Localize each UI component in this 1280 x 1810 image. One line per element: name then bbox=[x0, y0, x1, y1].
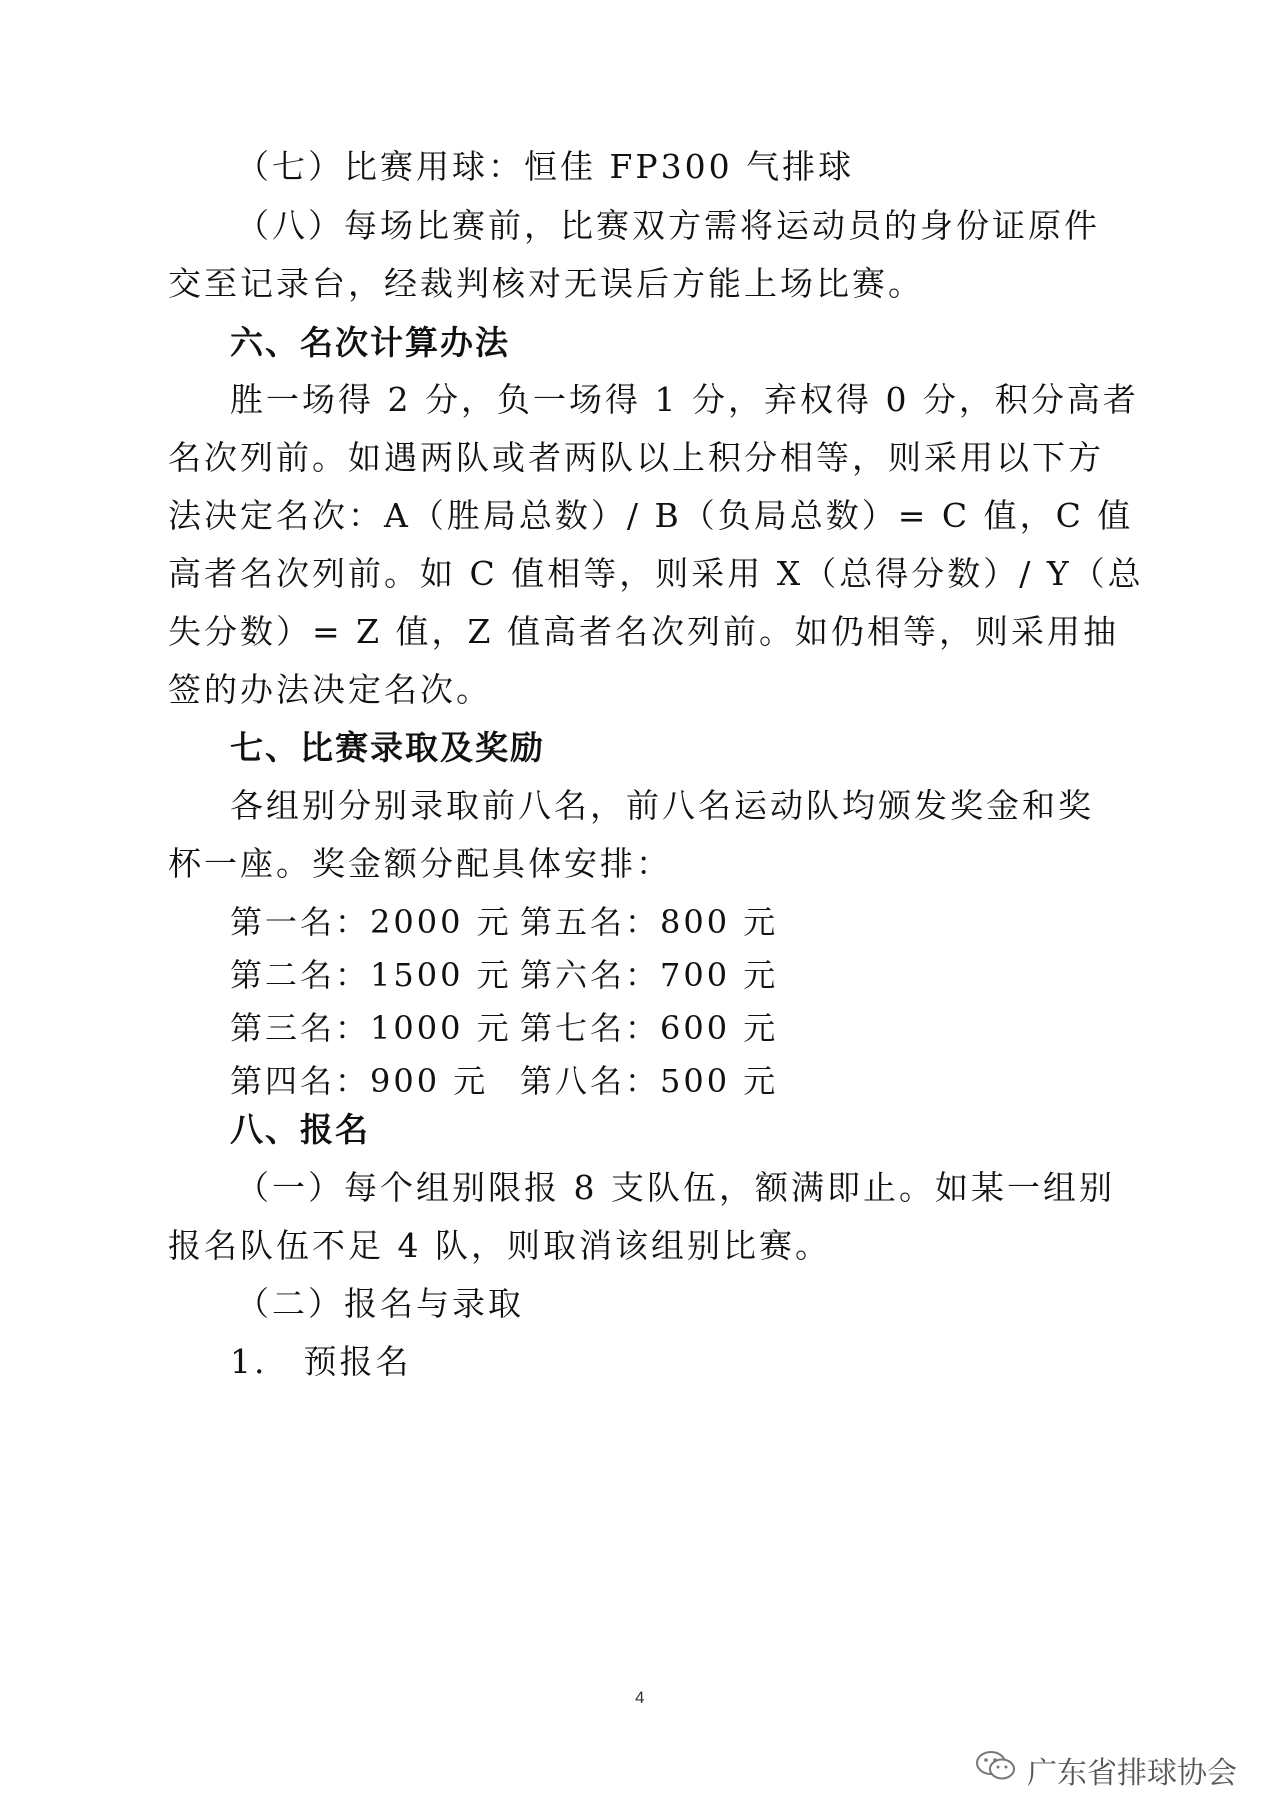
prize-eighth: 第八名：500 元 bbox=[520, 1062, 779, 1100]
prize-fourth: 第四名：900 元 bbox=[230, 1062, 489, 1100]
paragraph-line: 名次列前。如遇两队或者两队以上积分相等，则采用以下方 bbox=[168, 438, 1104, 477]
prize-seventh: 第七名：600 元 bbox=[520, 1009, 779, 1047]
watermark bbox=[975, 1748, 1237, 1792]
list-item-preregistration: 1. 预报名 bbox=[230, 1342, 412, 1381]
paragraph-line: 交至记录台，经裁判核对无误后方能上场比赛。 bbox=[168, 264, 924, 303]
page-number: 4 bbox=[635, 1688, 645, 1707]
paragraph-line: 胜一场得 2 分，负一场得 1 分，弃权得 0 分，积分高者 bbox=[230, 380, 1139, 419]
prize-fifth: 第五名：800 元 bbox=[520, 903, 779, 941]
rule-ball: （七）比赛用球：恒佳 FP300 气排球 bbox=[236, 147, 855, 186]
prize-sixth: 第六名：700 元 bbox=[520, 956, 779, 994]
wechat-icon bbox=[975, 1749, 1017, 1791]
paragraph-line: 高者名次列前。如 C 值相等，则采用 X（总得分数）/ Y（总 bbox=[168, 554, 1144, 593]
section-heading-awards: 七、比赛录取及奖励 bbox=[230, 728, 545, 767]
subsection-registration: （二）报名与录取 bbox=[236, 1284, 524, 1323]
paragraph-line: 杯一座。奖金额分配具体安排： bbox=[168, 844, 672, 883]
paragraph-line: 签的办法决定名次。 bbox=[168, 670, 492, 709]
paragraph-line: 报名队伍不足 4 队，则取消该组别比赛。 bbox=[168, 1226, 831, 1265]
section-heading-ranking: 六、名次计算办法 bbox=[230, 323, 510, 362]
watermark-text: 广东省排球协会 bbox=[1027, 1756, 1237, 1791]
rule-id-check: （八）每场比赛前，比赛双方需将运动员的身份证原件 bbox=[236, 206, 1100, 245]
paragraph-line: 法决定名次：A（胜局总数）/ B（负局总数）= C 值，C 值 bbox=[168, 496, 1134, 535]
paragraph-line: （一）每个组别限报 8 支队伍，额满即止。如某一组别 bbox=[236, 1168, 1115, 1207]
prize-first: 第一名：2000 元 bbox=[230, 903, 512, 941]
prize-second: 第二名：1500 元 bbox=[230, 956, 512, 994]
prize-third: 第三名：1000 元 bbox=[230, 1009, 512, 1047]
paragraph-line: 各组别分别录取前八名，前八名运动队均颁发奖金和奖 bbox=[230, 786, 1094, 825]
paragraph-line: 失分数）= Z 值，Z 值高者名次列前。如仍相等，则采用抽 bbox=[168, 612, 1119, 651]
section-heading-registration: 八、报名 bbox=[230, 1110, 370, 1149]
